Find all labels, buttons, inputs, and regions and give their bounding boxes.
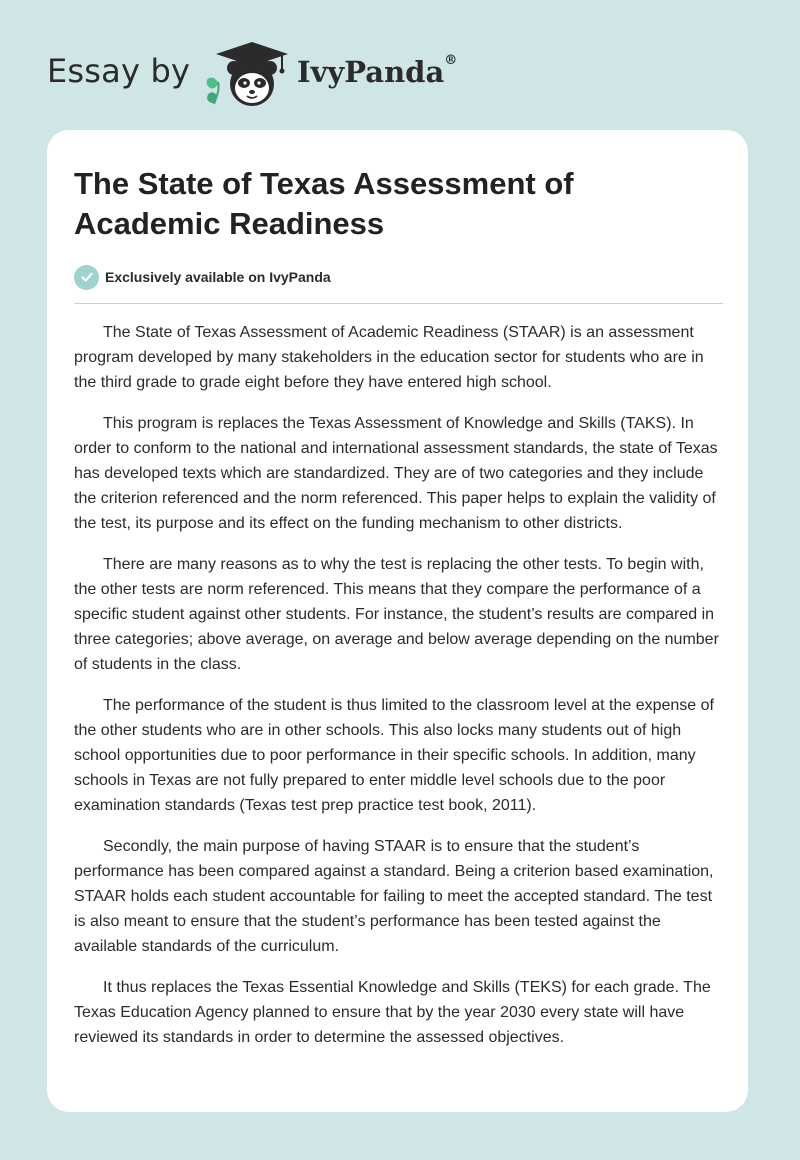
- divider: [74, 303, 723, 304]
- registered-mark: ®: [444, 53, 458, 68]
- site-header: [47, 38, 547, 110]
- paragraph: Secondly, the main purpose of having STAAR is to ensure that the student’s performance has been compared against a standard. Being a criterion based examination, STAAR holds each student accountable for failing to meet the accepted standard. The test is also meant to ensure that the student’s performance has been tested against the available standards of the curriculum.: [74, 838, 714, 955]
- paragraph: The State of Texas Assessment of Academic Readiness (STAAR) is an assessment program developed by many stakeholders in the education sector for students who are in the third grade to grade eight before they have entered high school.: [74, 324, 704, 391]
- paragraph: The performance of the student is thus limited to the classroom level at the expense of the other students who are in other schools. This also locks many students out of high school opportunities due to poor performance in their specific schools. In addition, many schools in Texas are not fully prepared to enter middle level schools due to the poor examination standards (Texas test prep practice test book, 2011).: [74, 697, 714, 814]
- exclusive-badge: [74, 264, 331, 290]
- paragraph: There are many reasons as to why the test is replacing the other tests. To begin with, the other tests are norm referenced. This means that they compare the performance of a specific student against other students. For instance, the student’s results are compared in three categories; above average, on average and below average depending on the number of students in the class.: [74, 556, 719, 673]
- paragraph: This program is replaces the Texas Assessment of Knowledge and Skills (TAKS). In order to conform to the national and international assessment standards, the state of Texas has developed texts which are standardized. They are of two categories and they include the criterion referenced and the norm referenced. This paper helps to explain the validity of the test, its purpose and its effect on the funding mechanism to other districts.: [74, 415, 718, 532]
- ivypanda-logo-icon[interactable]: [202, 38, 297, 110]
- essay-by-label: Essay by: [47, 52, 191, 90]
- paragraph: It thus replaces the Texas Essential Knowledge and Skills (TEKS) for each grade. The Texas Education Agency planned to ensure that by the year 2030 every state will have reviewed its standards in order to determine the assessed objectives.: [74, 979, 711, 1046]
- page-title: The State of Texas Assessment of Academic Readiness: [74, 166, 574, 241]
- check-icon: [74, 265, 99, 290]
- essay-card: [47, 130, 748, 1112]
- badge-text: Exclusively available on IvyPanda: [105, 269, 331, 285]
- essay-body: [74, 320, 726, 1066]
- brand-name[interactable]: IvyPanda®: [297, 53, 458, 89]
